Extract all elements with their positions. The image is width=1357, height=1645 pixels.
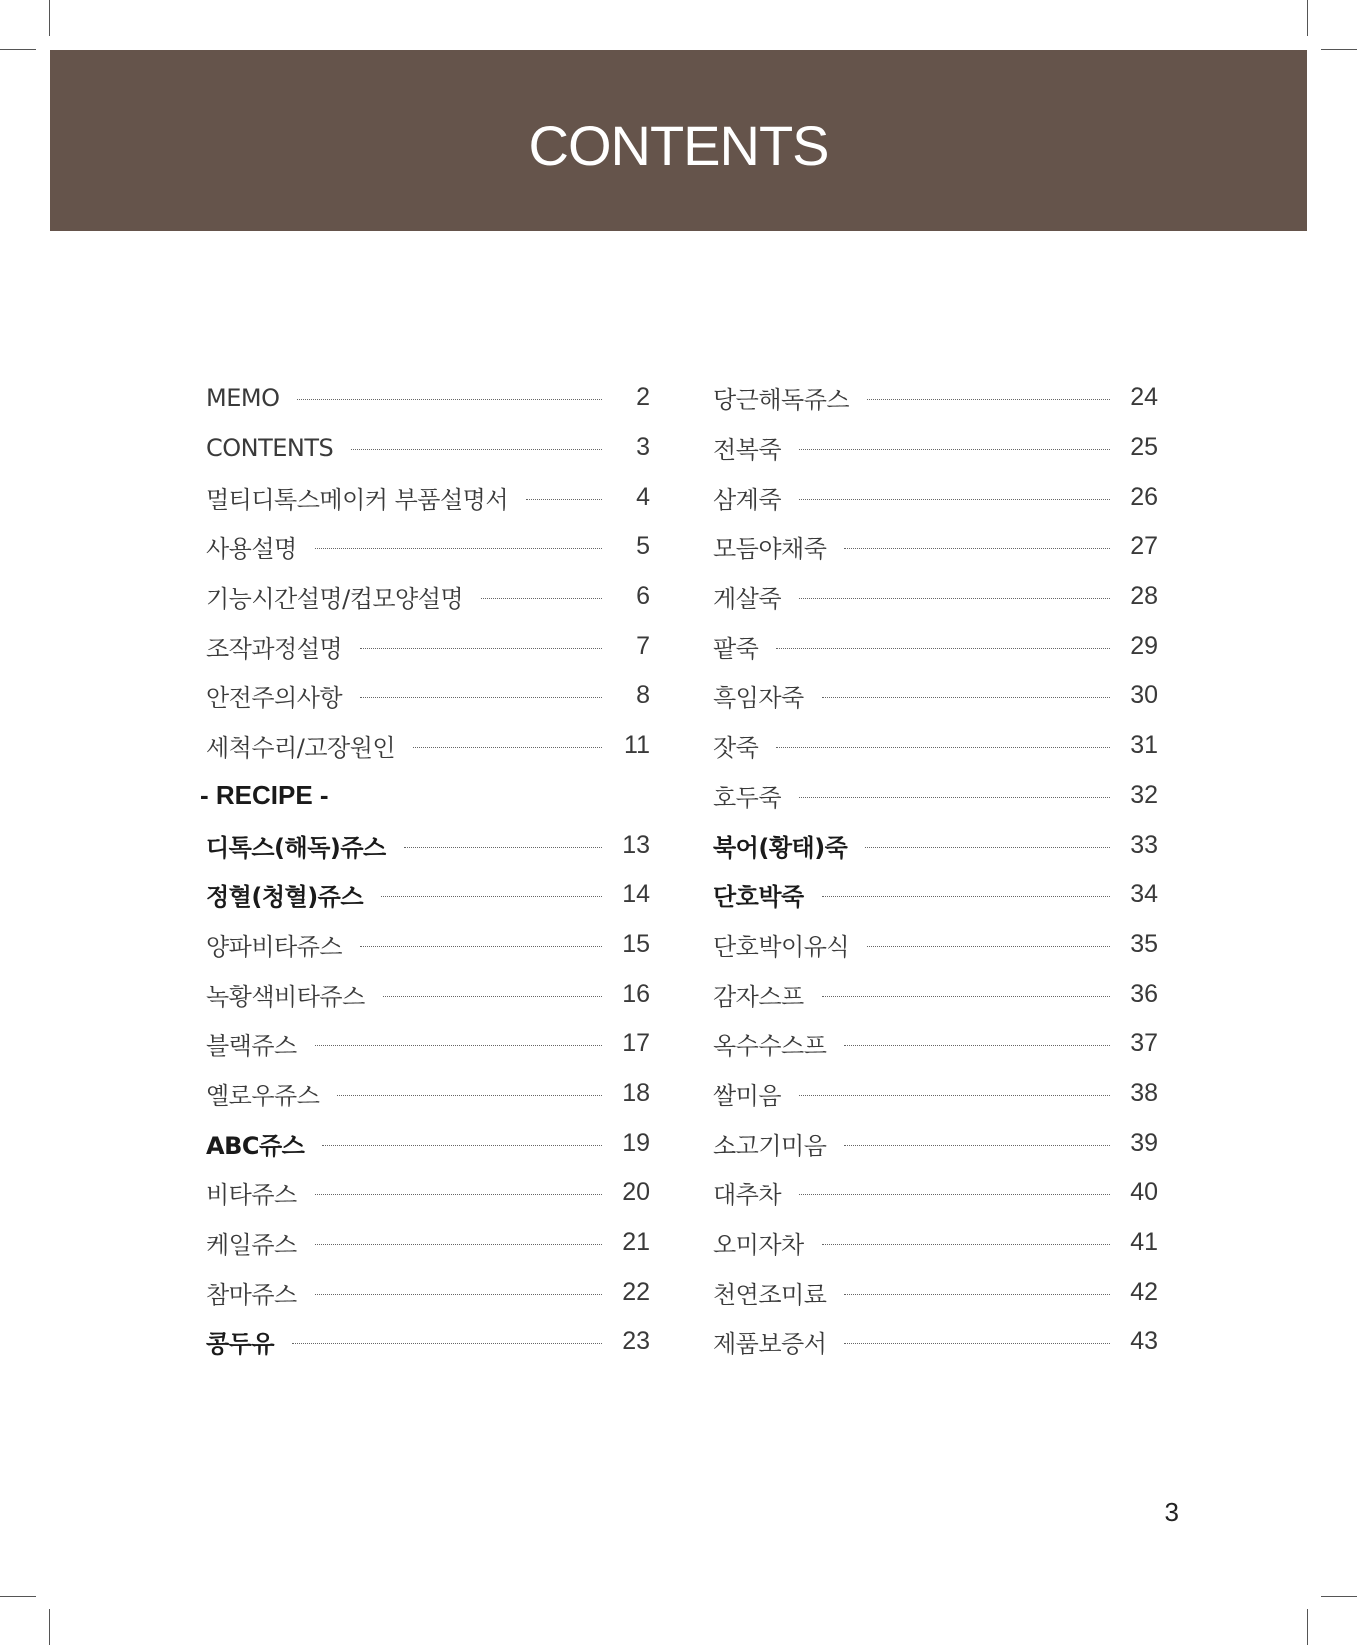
toc-entry[interactable] bbox=[206, 671, 650, 721]
toc-entry-page: 35 bbox=[1130, 929, 1158, 958]
toc-entry[interactable] bbox=[713, 820, 1158, 870]
dot-leader bbox=[776, 648, 1110, 649]
dot-leader bbox=[867, 946, 1110, 947]
toc-entry[interactable] bbox=[206, 1069, 650, 1119]
toc-entry-page: 27 bbox=[1130, 532, 1158, 561]
toc-entry[interactable] bbox=[206, 920, 650, 970]
toc-entry-label: 북어(황태)죽 bbox=[713, 833, 848, 862]
toc-entry[interactable] bbox=[206, 969, 650, 1019]
dot-leader bbox=[526, 499, 602, 500]
dot-leader bbox=[351, 449, 602, 450]
toc-entry[interactable] bbox=[206, 423, 650, 473]
crop-mark bbox=[0, 1596, 36, 1597]
dot-leader bbox=[360, 697, 602, 698]
toc-entry-label: 참마쥬스 bbox=[206, 1280, 297, 1309]
crop-mark bbox=[0, 49, 36, 50]
dot-leader bbox=[822, 996, 1110, 997]
toc-entry-label: 제품보증서 bbox=[713, 1330, 827, 1359]
dot-leader bbox=[865, 847, 1110, 848]
dot-leader bbox=[315, 1194, 602, 1195]
toc-entry[interactable] bbox=[713, 1317, 1158, 1367]
toc-entry-page: 22 bbox=[622, 1277, 650, 1306]
toc-entry-page: 40 bbox=[1130, 1178, 1158, 1207]
dot-leader bbox=[413, 747, 602, 748]
crop-mark bbox=[49, 0, 50, 36]
toc-entry-label: 콩두유 bbox=[206, 1330, 275, 1359]
toc-entry-label: 소고기미음 bbox=[713, 1131, 827, 1160]
dot-leader bbox=[844, 1343, 1110, 1344]
toc-entry[interactable] bbox=[206, 522, 650, 572]
toc-entry[interactable] bbox=[206, 1267, 650, 1317]
toc-entry[interactable] bbox=[713, 621, 1158, 671]
toc-entry-page: 20 bbox=[622, 1178, 650, 1207]
toc-entry-label: 케일쥬스 bbox=[206, 1231, 297, 1260]
dot-leader bbox=[337, 1095, 602, 1096]
toc-entry-page: 21 bbox=[622, 1228, 650, 1257]
dot-leader bbox=[297, 399, 602, 400]
toc-entry-page: 23 bbox=[622, 1327, 650, 1356]
toc-entry-page: 6 bbox=[636, 582, 650, 611]
toc-entry-page: 31 bbox=[1130, 731, 1158, 760]
crop-mark bbox=[1307, 1609, 1308, 1645]
toc-entry[interactable] bbox=[206, 472, 650, 522]
dot-leader bbox=[315, 548, 602, 549]
toc-entry[interactable] bbox=[713, 572, 1158, 622]
page-number: 3 bbox=[1164, 1497, 1179, 1527]
dot-leader bbox=[799, 1095, 1110, 1096]
dot-leader bbox=[799, 449, 1110, 450]
dot-leader bbox=[822, 697, 1110, 698]
toc-entry[interactable] bbox=[206, 1317, 650, 1367]
dot-leader bbox=[799, 598, 1110, 599]
toc-entry-label: 대추차 bbox=[713, 1181, 782, 1210]
dot-leader bbox=[844, 1145, 1110, 1146]
toc-entry-page: 25 bbox=[1130, 433, 1158, 462]
dot-leader bbox=[822, 1244, 1110, 1245]
toc-entry-page: 32 bbox=[1130, 780, 1158, 809]
page-title: CONTENTS bbox=[528, 114, 829, 177]
toc-entry-page: 38 bbox=[1130, 1078, 1158, 1107]
toc-entry-label: 삼계죽 bbox=[713, 485, 782, 514]
toc-entry[interactable] bbox=[713, 522, 1158, 572]
toc-entry[interactable] bbox=[206, 1168, 650, 1218]
dot-leader bbox=[315, 1294, 602, 1295]
toc-entry-page: 26 bbox=[1130, 482, 1158, 511]
dot-leader bbox=[315, 1045, 602, 1046]
toc-entry-page: 17 bbox=[622, 1029, 650, 1058]
dot-leader bbox=[383, 996, 602, 997]
dot-leader bbox=[360, 648, 602, 649]
toc-entry[interactable] bbox=[713, 1218, 1158, 1268]
toc-entry-label: CONTENTS bbox=[206, 433, 334, 462]
dot-leader bbox=[322, 1145, 602, 1146]
toc-entry-label: 블랙쥬스 bbox=[206, 1032, 297, 1061]
toc-entry-label: 팥죽 bbox=[713, 634, 759, 663]
toc-entry[interactable] bbox=[713, 671, 1158, 721]
toc-entry-page: 39 bbox=[1130, 1128, 1158, 1157]
toc-entry-label: MEMO bbox=[206, 383, 280, 412]
dot-leader bbox=[404, 847, 602, 848]
toc-entry-page: 18 bbox=[622, 1078, 650, 1107]
toc-section-heading bbox=[200, 771, 650, 821]
toc-entry-page: 16 bbox=[622, 979, 650, 1008]
dot-leader bbox=[481, 598, 602, 599]
dot-leader bbox=[799, 1194, 1110, 1195]
toc-entry-page: 14 bbox=[622, 880, 650, 909]
crop-mark bbox=[1321, 49, 1357, 50]
toc-entry-label: 전복죽 bbox=[713, 436, 782, 465]
toc-entry-label: 감자스프 bbox=[713, 982, 804, 1011]
dot-leader bbox=[844, 1294, 1110, 1295]
toc-entry-label: 기능시간설명/컵모양설명 bbox=[206, 585, 464, 614]
toc-entry-page: 15 bbox=[622, 929, 650, 958]
toc-entry[interactable] bbox=[713, 423, 1158, 473]
toc-entry[interactable] bbox=[713, 1118, 1158, 1168]
toc-entry[interactable] bbox=[713, 1019, 1158, 1069]
toc-entry[interactable] bbox=[206, 373, 650, 423]
toc-entry-page: 33 bbox=[1130, 830, 1158, 859]
toc-entry-label: - RECIPE - bbox=[200, 779, 329, 810]
dot-leader bbox=[844, 548, 1110, 549]
toc-entry-label: 단호박이유식 bbox=[713, 932, 850, 961]
dot-leader bbox=[360, 946, 602, 947]
toc-entry-page: 29 bbox=[1130, 631, 1158, 660]
toc-entry-label: 모듬야채죽 bbox=[713, 535, 827, 564]
toc-entry[interactable] bbox=[206, 870, 650, 920]
crop-mark bbox=[49, 1609, 50, 1645]
toc-entry-label: 안전주의사항 bbox=[206, 684, 343, 713]
toc-entry-label: 디톡스(해독)쥬스 bbox=[206, 833, 386, 862]
toc-entry-page: 4 bbox=[636, 482, 650, 511]
crop-mark bbox=[1307, 0, 1308, 36]
toc-entry[interactable] bbox=[713, 920, 1158, 970]
toc-entry-page: 8 bbox=[636, 681, 650, 710]
toc-entry-page: 11 bbox=[624, 731, 650, 760]
toc-entry-page: 41 bbox=[1130, 1228, 1158, 1257]
toc-entry[interactable] bbox=[713, 1267, 1158, 1317]
toc-entry-page: 30 bbox=[1130, 681, 1158, 710]
toc-entry-page: 7 bbox=[636, 631, 650, 660]
toc-entry-label: 사용설명 bbox=[206, 535, 297, 564]
dot-leader bbox=[844, 1045, 1110, 1046]
crop-mark bbox=[1321, 1596, 1357, 1597]
toc-entry-page: 13 bbox=[622, 830, 650, 859]
toc-entry-label: 멀티디톡스메이커 부품설명서 bbox=[206, 485, 509, 514]
dot-leader bbox=[315, 1244, 602, 1245]
toc-entry-label: 당근해독쥬스 bbox=[713, 386, 850, 415]
toc-entry[interactable] bbox=[713, 870, 1158, 920]
dot-leader bbox=[292, 1343, 602, 1344]
toc-entry-label: 옐로우쥬스 bbox=[206, 1081, 320, 1110]
toc-entry-page: 2 bbox=[636, 383, 650, 412]
toc-entry-label: 천연조미료 bbox=[713, 1280, 827, 1309]
toc-entry[interactable] bbox=[206, 572, 650, 622]
toc-entry-page: 19 bbox=[622, 1128, 650, 1157]
toc-entry-label: 조작과정설명 bbox=[206, 634, 343, 663]
toc-entry-page: 28 bbox=[1130, 582, 1158, 611]
toc-entry[interactable] bbox=[713, 472, 1158, 522]
toc-entry[interactable] bbox=[206, 721, 650, 771]
toc-entry-page: 43 bbox=[1130, 1327, 1158, 1356]
toc-entry[interactable] bbox=[206, 621, 650, 671]
toc-column-left bbox=[200, 373, 650, 1367]
toc-entry-page: 34 bbox=[1130, 880, 1158, 909]
toc-entry-label: 게살죽 bbox=[713, 585, 782, 614]
toc-entry[interactable] bbox=[713, 771, 1158, 821]
toc-entry[interactable] bbox=[713, 1168, 1158, 1218]
toc-entry-label: 잣죽 bbox=[713, 734, 759, 763]
toc-entry[interactable] bbox=[206, 1218, 650, 1268]
dot-leader bbox=[799, 797, 1110, 798]
toc-entry-label: 비타쥬스 bbox=[206, 1181, 297, 1210]
toc-entry-page: 5 bbox=[636, 532, 650, 561]
dot-leader bbox=[867, 399, 1110, 400]
toc-entry-label: 양파비타쥬스 bbox=[206, 932, 343, 961]
toc-entry-label: 쌀미음 bbox=[713, 1081, 782, 1110]
toc-entry[interactable] bbox=[713, 373, 1158, 423]
toc-entry-label: 옥수수스프 bbox=[713, 1032, 827, 1061]
dot-leader bbox=[799, 499, 1110, 500]
toc-entry-page: 36 bbox=[1130, 979, 1158, 1008]
toc-entry-page: 24 bbox=[1130, 383, 1158, 412]
toc-entry-label: 세척수리/고장원인 bbox=[206, 734, 396, 763]
toc-entry-label: 단호박죽 bbox=[713, 883, 804, 912]
contents-header bbox=[50, 50, 1307, 231]
toc-entry-label: 정혈(청혈)쥬스 bbox=[206, 883, 364, 912]
dot-leader bbox=[381, 896, 602, 897]
toc-column-right bbox=[713, 373, 1158, 1367]
toc-entry-page: 37 bbox=[1130, 1029, 1158, 1058]
toc-entry[interactable] bbox=[206, 1019, 650, 1069]
toc-entry[interactable] bbox=[713, 721, 1158, 771]
toc-entry[interactable] bbox=[206, 1118, 650, 1168]
toc-entry-label: 녹황색비타쥬스 bbox=[206, 982, 365, 1011]
toc-entry-label: 흑임자죽 bbox=[713, 684, 804, 713]
toc-entry-label: 오미자차 bbox=[713, 1231, 804, 1260]
dot-leader bbox=[822, 896, 1110, 897]
dot-leader bbox=[776, 747, 1110, 748]
toc-entry-page: 42 bbox=[1130, 1277, 1158, 1306]
toc-entry[interactable] bbox=[713, 969, 1158, 1019]
toc-entry[interactable] bbox=[713, 1069, 1158, 1119]
toc-entry-page: 3 bbox=[636, 433, 650, 462]
toc-entry-label: 호두죽 bbox=[713, 783, 782, 812]
toc-entry-label: ABC쥬스 bbox=[206, 1131, 305, 1160]
toc-entry[interactable] bbox=[206, 820, 650, 870]
